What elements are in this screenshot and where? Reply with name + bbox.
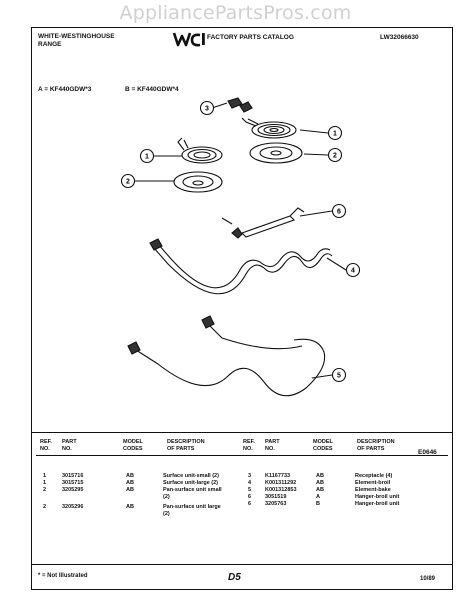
watermark: AppliancePartsPros.com: [119, 2, 352, 24]
callout-1-left: [141, 150, 154, 163]
revision-date: 10/89: [420, 576, 436, 582]
cell-part: K001311292: [265, 480, 297, 486]
cell-desc: Pan-surface unit large (2): [163, 504, 221, 517]
exploded-parts-diagram: [32, 28, 452, 448]
cell-model: A: [316, 494, 320, 500]
cell-desc: Element-broil: [355, 480, 391, 486]
cell-model: B: [316, 501, 320, 507]
cell-ref: 2: [43, 504, 47, 510]
surface-unit-left: [178, 138, 222, 163]
cell-ref: 1: [43, 480, 47, 486]
parts-catalog-page: [31, 27, 453, 590]
header-part-right: PART NO.: [265, 439, 280, 452]
cell-model: AB: [126, 473, 134, 479]
pan-right: [250, 143, 302, 163]
cell-desc: Surface unit-large (2): [163, 480, 219, 486]
cell-part: K1167733: [265, 473, 291, 479]
callout-2-left-label: 2: [126, 178, 130, 186]
cell-part: 3015716: [62, 473, 84, 479]
callout-1-right: [329, 127, 342, 140]
callout-4: [347, 264, 360, 277]
cell-ref: 6: [248, 501, 252, 507]
document-code: LW32066630: [380, 34, 419, 41]
cell-ref: 3: [248, 473, 252, 479]
cell-part: 3015715: [62, 480, 84, 486]
catalog-title: FACTORY PARTS CATALOG: [207, 34, 294, 41]
bake-element: [128, 316, 325, 396]
cell-model: AB: [126, 480, 134, 486]
brand-line-1: WHITE-WESTINGHOUSE: [38, 33, 115, 40]
header-ref-left: REF. NO.: [40, 439, 52, 452]
cell-desc: Surface unit-small (2): [163, 473, 219, 479]
header-desc-right: DESCRIPTION OF PARTS: [357, 439, 395, 452]
callout-2-left: [122, 175, 135, 188]
cell-part: K001312853: [265, 487, 297, 493]
pan-left: [174, 172, 222, 192]
table-top-rule: [32, 432, 452, 433]
cell-model: AB: [316, 480, 324, 486]
hanger-broil-unit: [222, 208, 304, 238]
cell-model: AB: [316, 473, 324, 479]
cell-ref: 2: [43, 487, 47, 493]
cell-part: 3051519: [265, 494, 287, 500]
header-part-left: PART NO.: [62, 439, 77, 452]
cell-ref: 5: [248, 487, 252, 493]
header-desc-left: DESCRIPTION OF PARTS: [167, 439, 205, 452]
cell-model: AB: [126, 487, 134, 493]
variant-b: B = KF440GDW*4: [125, 86, 179, 93]
callout-2-right-label: 2: [333, 152, 337, 160]
table-header-rule: [36, 455, 448, 456]
cell-part: 3205296: [62, 504, 84, 510]
callout-3-label: 3: [205, 105, 209, 113]
variant-a: A = KF440GDW*3: [38, 86, 92, 93]
surface-unit-right: [240, 102, 296, 138]
cell-part: 3205763: [265, 501, 287, 507]
callout-6: [333, 205, 346, 218]
header-model-right: MODEL CODES: [313, 439, 333, 452]
page-number: D5: [228, 572, 241, 583]
cell-ref: 4: [248, 480, 252, 486]
header-model-left: MODEL CODES: [123, 439, 143, 452]
cell-desc: Hanger-broil unit: [355, 501, 400, 507]
cell-desc: Receptacle (4): [355, 473, 393, 479]
cell-ref: 6: [248, 494, 252, 500]
cell-model: AB: [316, 487, 324, 493]
cell-desc: Pan-surface unit small (2): [163, 487, 222, 500]
table-bottom-rule: [32, 564, 452, 565]
cell-part: 3205295: [62, 487, 84, 493]
cell-desc: Hanger-broil unit: [355, 494, 400, 500]
callout-4-label: 4: [351, 267, 355, 275]
callout-5: [333, 369, 346, 382]
header-ref-right: REF. NO.: [243, 439, 255, 452]
broil-element: [150, 239, 332, 294]
callout-3: [201, 102, 214, 115]
cell-model: AB: [126, 504, 134, 510]
callout-1-right-label: 1: [333, 130, 337, 138]
footnote: * = Not Illustrated: [38, 573, 88, 579]
brand-line-2: RANGE: [38, 41, 62, 48]
callout-2-right: [329, 149, 342, 162]
cell-desc: Element-bake: [355, 487, 391, 493]
callout-6-label: 6: [337, 208, 341, 216]
cell-ref: 1: [43, 473, 47, 479]
callout-5-label: 5: [337, 372, 341, 380]
figure-code: E0646: [418, 449, 437, 456]
callout-1-left-label: 1: [145, 153, 149, 161]
